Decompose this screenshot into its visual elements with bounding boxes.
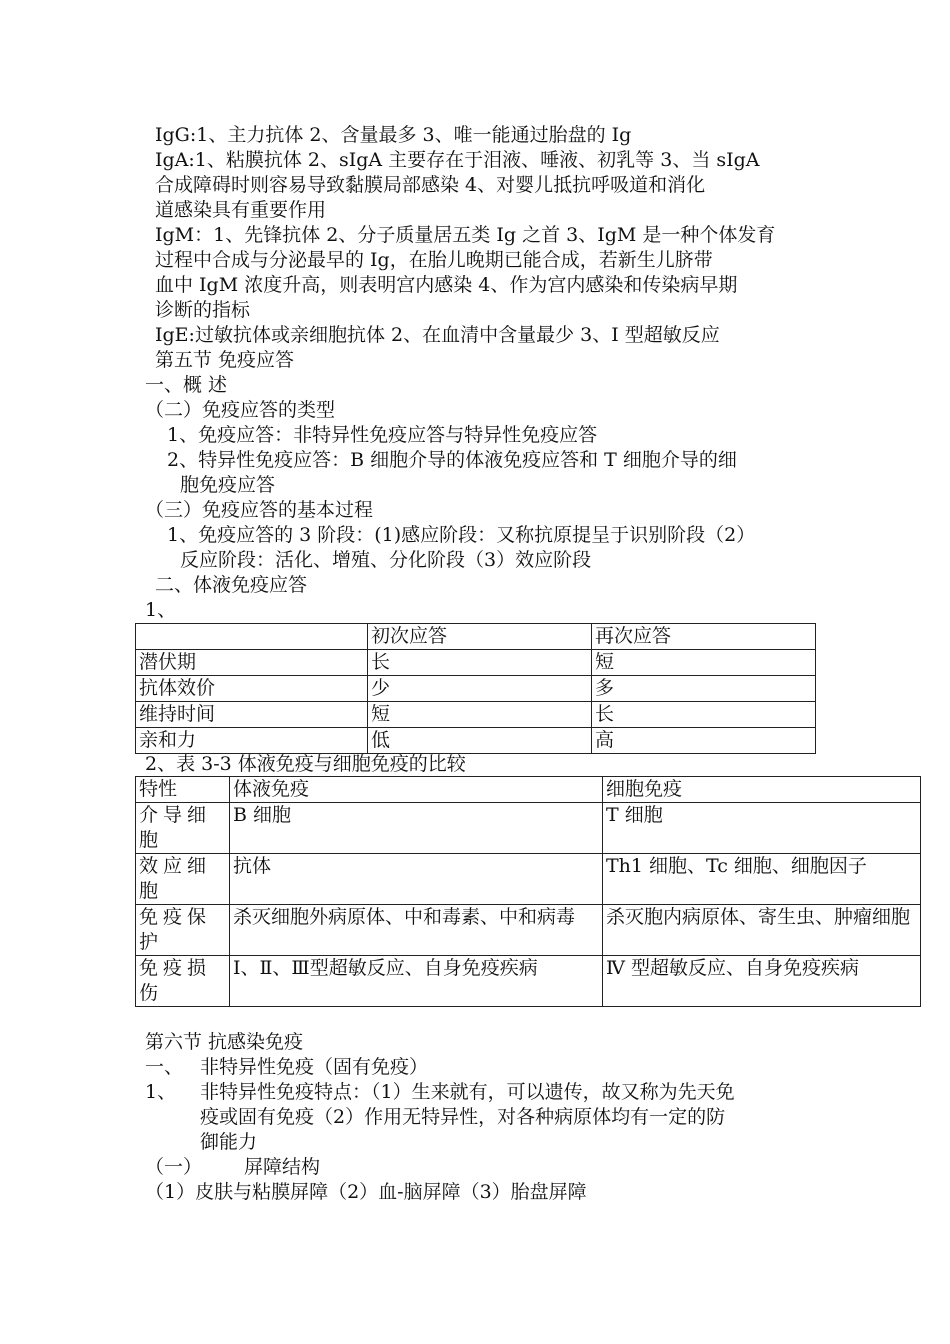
- label-line: 胞: [139, 829, 164, 851]
- table-row-label: [136, 956, 230, 1007]
- table-cell: 长: [368, 650, 592, 676]
- table-cell: 杀灭胞内病原体、寄生虫、肿瘤细胞: [603, 905, 921, 956]
- table-row: [136, 803, 921, 854]
- barrier-heading-text: 屏障结构: [244, 1156, 321, 1178]
- table-cell: Th1 细胞、Tc 细胞、细胞因子: [603, 854, 921, 905]
- label-line: 伤: [139, 982, 164, 1004]
- table-row: [136, 728, 816, 754]
- table-cell: 短: [592, 650, 816, 676]
- barrier-items: （1）皮肤与粘膜屏障（2）血-脑屏障（3）胎盘屏障: [145, 1181, 587, 1203]
- table-cell: 维持时间: [136, 702, 368, 728]
- table-cell: Ⅰ、Ⅱ、Ⅲ型超敏反应、自身免疫疾病: [230, 956, 603, 1007]
- table-cell: 抗体: [230, 854, 603, 905]
- table-header-cell: 初次应答: [368, 624, 592, 650]
- table-row-label: [136, 803, 230, 854]
- item-1-label: 1、: [145, 599, 177, 621]
- paragraph-1-line-a: 非特异性免疫特点：（1）生来就有，可以遗传，故又称为先天免: [200, 1081, 735, 1103]
- response-comparison-table: [135, 623, 816, 754]
- table2-caption: 2、表 3-3 体液免疫与细胞免疫的比较: [145, 753, 466, 775]
- table-cell: 抗体效价: [136, 676, 368, 702]
- types-item-2a: 2、特异性免疫应答：B 细胞介导的体液免疫应答和 T 细胞介导的细: [167, 449, 737, 471]
- iga-line-2: 合成障碍时则容易导致黏膜局部感染 4、对婴儿抵抗呼吸道和消化: [155, 174, 706, 196]
- iga-line-3: 道感染具有重要作用: [155, 199, 327, 221]
- table-header-cell: 细胞免疫: [603, 777, 921, 803]
- ige-line: IgE:过敏抗体或亲细胞抗体 2、在血清中含量最少 3、I 型超敏反应: [155, 324, 720, 346]
- table-row: [136, 702, 816, 728]
- label-line: 胞: [139, 880, 164, 902]
- table-header-cell: [136, 624, 368, 650]
- table-row: [136, 854, 921, 905]
- table-header-cell: 体液免疫: [230, 777, 603, 803]
- table-header-cell: 特性: [136, 777, 230, 803]
- types-item-2b: 胞免疫应答: [180, 474, 276, 496]
- table-row: [136, 676, 816, 702]
- types-item-1: 1、免疫应答：非特异性免疫应答与特异性免疫应答: [167, 424, 598, 446]
- igm-line-3: 血中 IgM 浓度升高，则表明宫内感染 4、作为宫内感染和传染病早期: [155, 274, 738, 296]
- table-header-cell: 再次应答: [592, 624, 816, 650]
- table-cell: 亲和力: [136, 728, 368, 754]
- igm-line-4: 诊断的指标: [155, 299, 251, 321]
- label-line: 护: [139, 931, 164, 953]
- igg-line: IgG:1、主力抗体 2、含量最多 3、唯一能通过胎盘的 Ig: [155, 124, 632, 146]
- igm-line-1: IgM：1、先锋抗体 2、分子质量居五类 Ig 之首 3、IgM 是一种个体发育: [155, 224, 776, 246]
- label-line: 效应细: [139, 855, 212, 877]
- paragraph-1-line-c: 御能力: [200, 1131, 258, 1153]
- table-cell: 短: [368, 702, 592, 728]
- table-row-label: [136, 905, 230, 956]
- table-cell: Ⅳ 型超敏反应、自身免疫疾病: [603, 956, 921, 1007]
- table-cell: 潜伏期: [136, 650, 368, 676]
- table-cell: 高: [592, 728, 816, 754]
- table-row-label: [136, 854, 230, 905]
- immunity-comparison-table: [135, 776, 921, 1007]
- table-cell: 长: [592, 702, 816, 728]
- igm-line-2: 过程中合成与分泌最早的 Ig，在胎儿晚期已能合成，若新生儿脐带: [155, 249, 713, 271]
- table-cell: T 细胞: [603, 803, 921, 854]
- iga-line-1: IgA:1、粘膜抗体 2、sIgA 主要存在于泪液、唾液、初乳等 3、当 sIgA: [155, 149, 760, 171]
- table-cell: 低: [368, 728, 592, 754]
- barrier-heading-number: （一）: [145, 1156, 203, 1178]
- section6-title: 第六节 抗感染免疫: [145, 1031, 304, 1053]
- table-cell: 多: [592, 676, 816, 702]
- process-item-1b: 反应阶段：活化、增殖、分化阶段（3）效应阶段: [180, 549, 592, 571]
- table-row: [136, 956, 921, 1007]
- table-cell: 杀灭细胞外病原体、中和毒素、中和病毒: [230, 905, 603, 956]
- heading-1-number: 一、: [145, 1056, 184, 1078]
- table-cell: 少: [368, 676, 592, 702]
- overview-heading: 一、概 述: [145, 374, 228, 396]
- types-heading: （二）免疫应答的类型: [145, 399, 336, 421]
- process-item-1a: 1、免疫应答的 3 阶段：(1)感应阶段：又称抗原提呈于识别阶段（2）: [167, 524, 756, 546]
- table-header-row: [136, 624, 816, 650]
- table-header-row: [136, 777, 921, 803]
- table-row: [136, 650, 816, 676]
- process-heading: （三）免疫应答的基本过程: [145, 499, 374, 521]
- paragraph-1-line-b: 疫或固有免疫（2）作用无特异性，对各种病原体均有一定的防: [200, 1106, 726, 1128]
- table-cell: B 细胞: [230, 803, 603, 854]
- table-row: [136, 905, 921, 956]
- label-line: 免疫损: [139, 957, 212, 979]
- label-line: 介导细: [139, 804, 212, 826]
- heading-1-text: 非特异性免疫（固有免疫）: [200, 1056, 429, 1078]
- humoral-heading: 二、体液免疫应答: [155, 574, 308, 596]
- label-line: 免疫保: [139, 906, 212, 928]
- section5-title: 第五节 免疫应答: [155, 349, 295, 371]
- paragraph-1-number: 1、: [145, 1081, 177, 1103]
